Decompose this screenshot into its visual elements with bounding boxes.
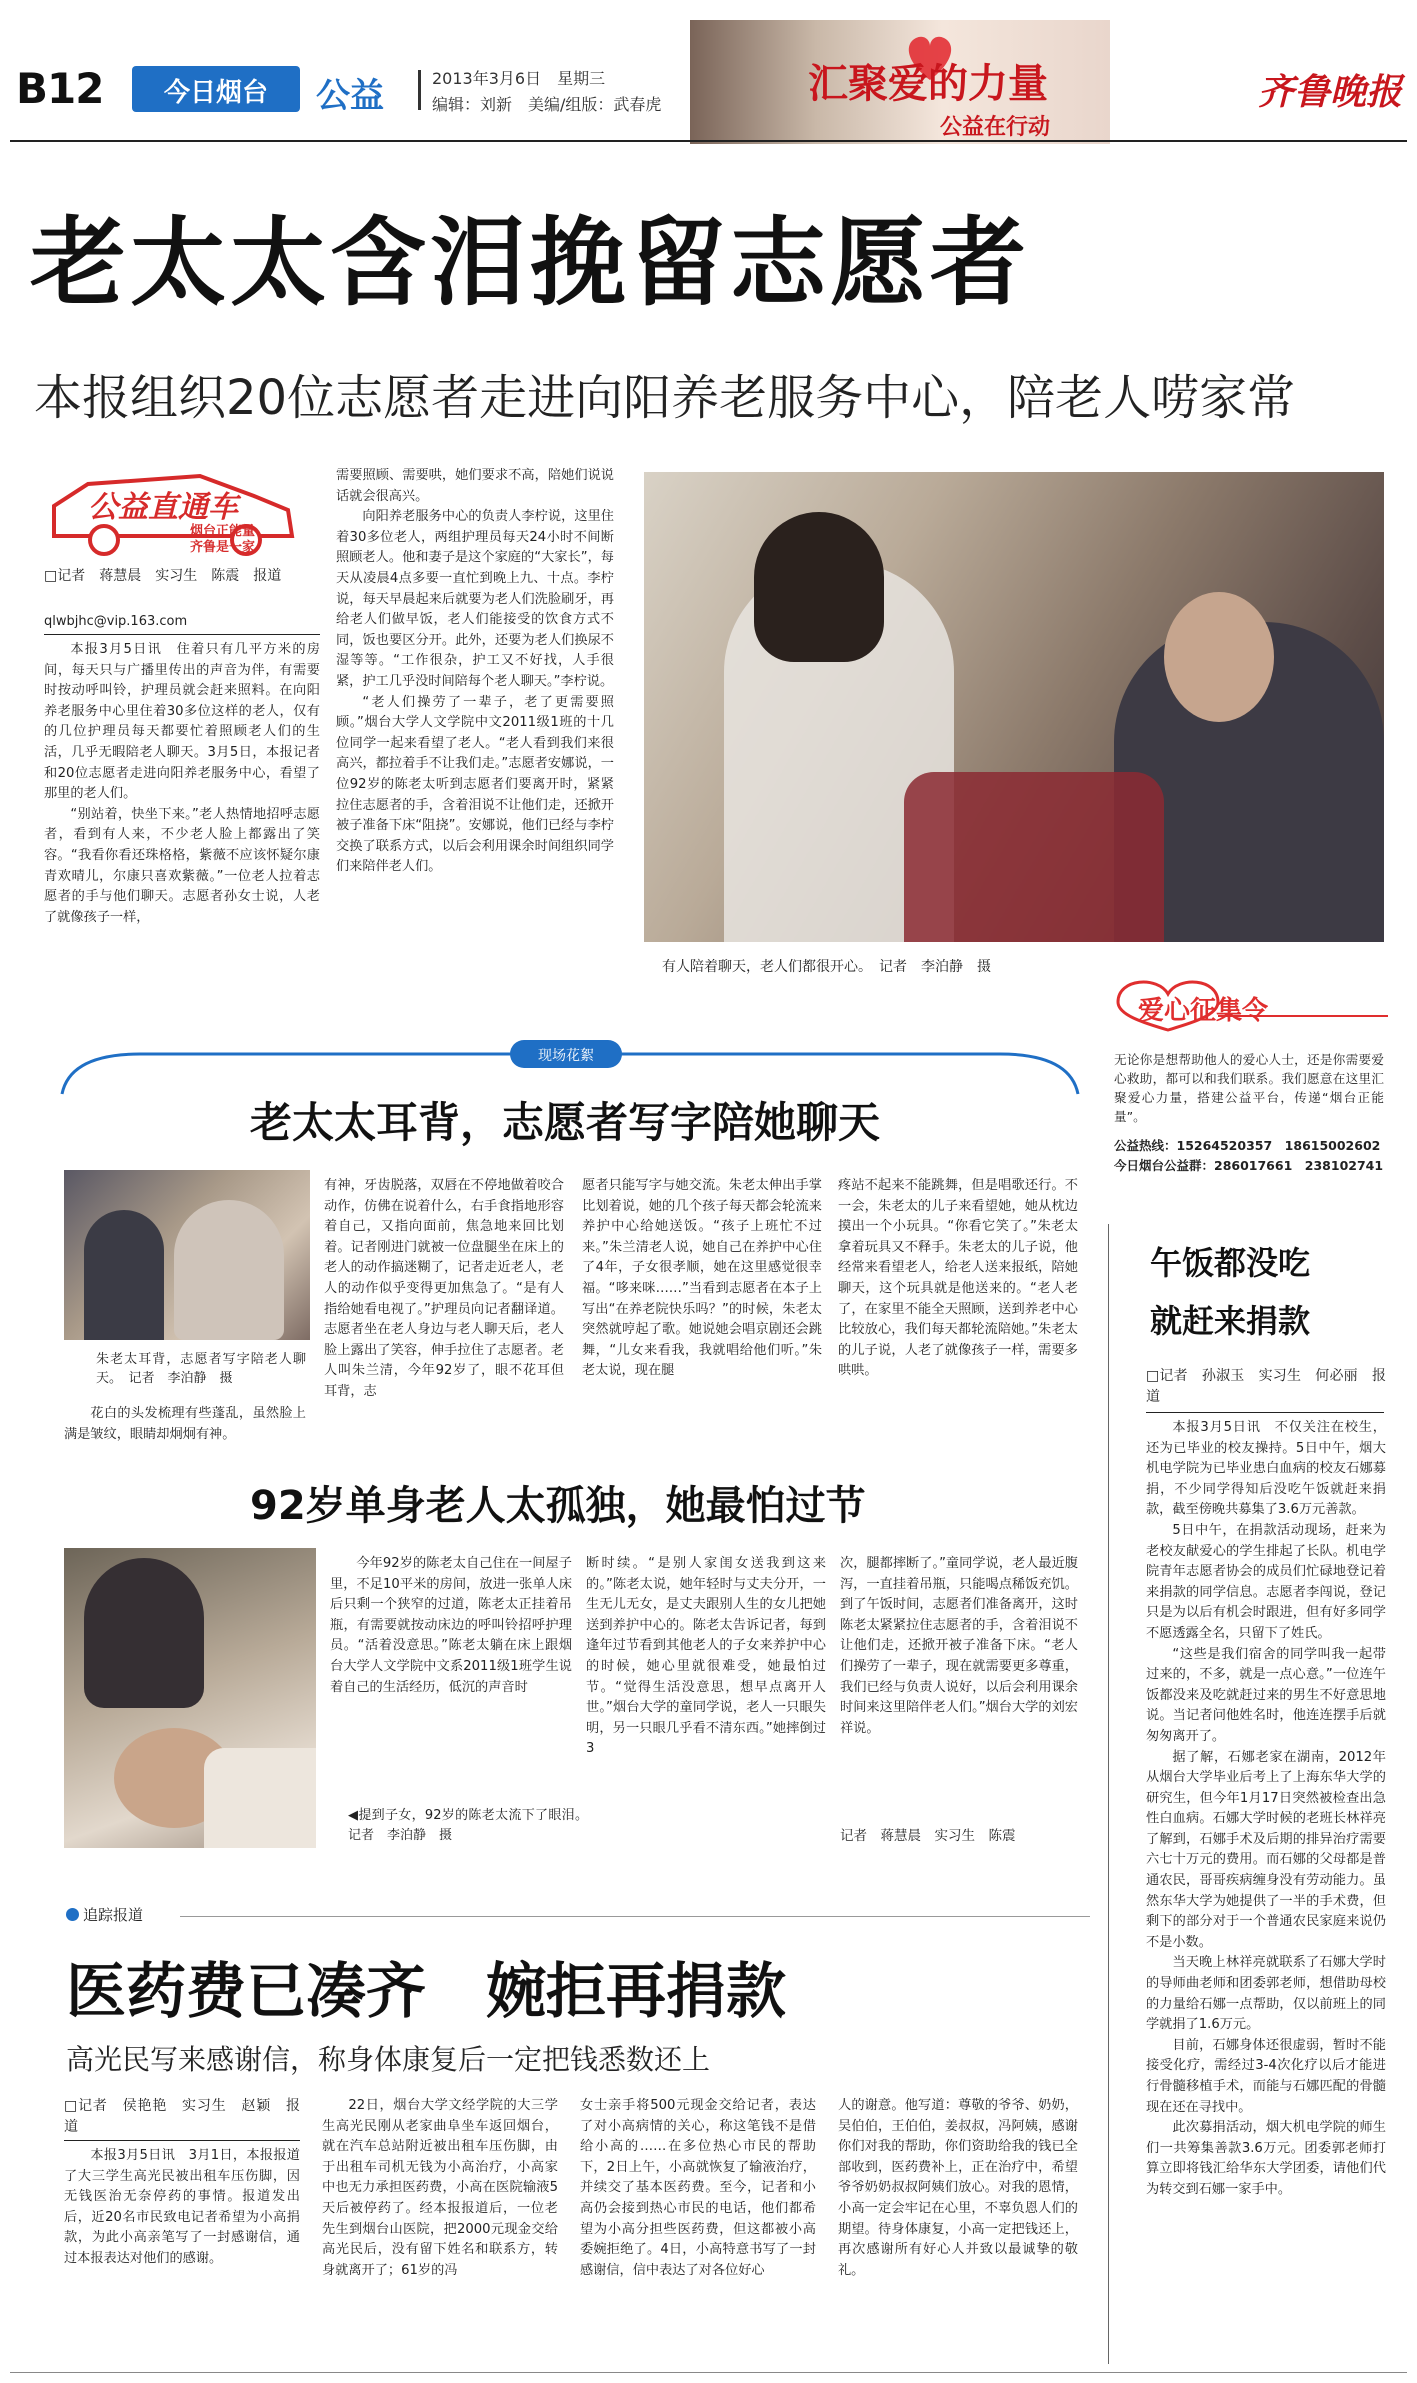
issue-date: 2013年3月6日 星期三: [432, 69, 606, 88]
love-callout-title: 爱心征集令: [1138, 996, 1269, 1026]
badge-line-1: 烟台正能量: [190, 524, 256, 539]
lunch-paragraph: “这些是我们宿舍的同学叫我一起带过来的，不多，就是一点心意。”一位连午饭都没来及吃就赶过来的男生不好意思地说。当记者问他姓名时，他连连摆手后就匆匆离开了。: [1146, 1646, 1386, 1744]
scene2-col-2: 断时续。“是别人家闺女送我到这来的。”陈老太说，她年轻时与丈夫分开，一生无儿无女，是丈夫跟别人生的女儿把她送到养护中心的。陈老太告诉记者，每到逢年过节看到其他老人的子女来养护中心的时候，她心里就很难受，她最怕过节。“觉得生活没意思，想早点离开人世。”烟台大学的童同学说，老人一只眼失明，另一只眼几乎看不清东西。”她摔倒过3: [586, 1556, 826, 1757]
followup-byline: □记者 侯艳艳 实习生 赵颖 报道: [64, 2098, 300, 2135]
followup-tag-rule: [180, 1916, 1090, 1917]
lunch-byline: □记者 孙淑玉 实习生 何必丽 报道: [1146, 1368, 1386, 1405]
followup-byline-rule: [64, 2140, 300, 2141]
lead-byline-rule: [44, 634, 320, 635]
love-hotline: 公益热线：15264520357 18615002602: [1114, 1138, 1381, 1153]
lead-col-2: [336, 466, 614, 1000]
followup-paragraph: 22日，烟台大学文经学院的大三学生高光民刚从老家曲阜坐车返回烟台，就在汽车总站附近被出租车压伤脚，由于出租车司机无钱为小高治疗，小高家中也无力承担医药费，小高在医院输液5天后被停药了。经本报报道后，一位老先生到烟台山医院，把2000元现金交给高光民后，没有留下姓名和联系方，转身就离开了；61岁的冯: [322, 2098, 558, 2278]
photo-volunteer-hair: [754, 512, 884, 662]
lunch-paragraph: 目前，石娜身体还很虚弱，暂时不能接受化疗，需经过3-4次化疗以后才能进行骨髓移植手术，而能与石娜匹配的骨髓现在还在寻找中。: [1146, 2037, 1386, 2115]
editors-line: 编辑：刘新 美编/组版：武春虎: [432, 95, 662, 114]
scene1-volunteer-figure: [84, 1210, 164, 1340]
lead-paragraph: 向阳养老服务中心的负责人李柠说，这里住着30多位老人，两组护理员每天24小时不间断照顾老人。他和妻子是这个家庭的“大家长”，每天从凌晨4点多要一直忙到晚上九、十点。李柠说，每天早晨起来后就要为老人们洗脸刷牙，再给老人们做早饭，老人们能接受的饮食方式不同，饭也要区分开。此外，还要为老人们换尿不湿等等。“工作很杂，护工又不好找，人手很紧，护工几乎没时间陪每个老人聊天。”李柠说。: [336, 509, 614, 689]
lunch-paragraph: 据了解，石娜老家在湖南，2012年从烟台大学毕业后考上了上海东华大学的研究生，但今年1月17日突然被检查出急性白血病。石娜大学时候的老班长林祥亮了解到，石娜手术及后期的排异治疗需要六七十万元的费用。而石娜的父母都是普通农民，哥哥疾病缠身没有劳动能力。虽然东华大学为她提供了一半的手术费，但剩下的部分对于一个普通农民家庭来说仍不是小数。: [1146, 1749, 1386, 1950]
lead-photo: [644, 472, 1384, 942]
photo-elder-face: [1164, 592, 1274, 722]
love-qq-group: 今日烟台公益群：286017661 238102741: [1114, 1158, 1384, 1173]
banner-subtitle: 公益在行动: [940, 115, 1051, 140]
followup-col-4: 人的谢意。他写道：尊敬的爷爷、奶奶，吴伯伯，王伯伯，姜叔叔，冯阿姨，感谢你们对我的帮助，你们资助给我的钱已全部收到，医药费补上，正在治疗中，希望爷爷奶奶叔叔阿姨们放心。对我的恩情，小高一定会牢记在心里，不辜负恩人们的期望。待身体康复，小高一定把钱还上，再次感谢所有好心人并致以最诚挚的敬礼。: [838, 2098, 1078, 2278]
page-frame-bottom: [10, 2372, 1407, 2373]
banner-title: 汇聚爱的力量: [808, 60, 1048, 107]
lead-byline: □记者 蒋慧晨 实习生 陈震 报道: [44, 568, 282, 584]
lead-col-1: [44, 640, 320, 1000]
scene-paragraph: 今年92岁的陈老太自己住在一间屋子里，不足10平米的房间，放进一张单人床后只剩一个狭窄的过道，陈老太正挂着吊瓶，有需要就按动床边的呼叫铃招呼护理员。“活着没意思。”陈老太躺在床上跟烟台大学人文学院中文系2011级1班学生说着自己的生活经历，低沉的声音时: [330, 1556, 572, 1695]
scene-headline-1: 老太太耳背，志愿者写字陪她聊天: [250, 1098, 881, 1147]
scene-headline-2: 92岁单身老人太孤独，她最怕过节: [250, 1483, 866, 1529]
badge-title: 公益直通车: [88, 490, 238, 525]
scene-photo-1: [64, 1170, 310, 1340]
scene1-col-3: 愿者只能写字与她交流。朱老太伸出手掌比划着说，她的几个孩子每天都会轮流来养护中心给她送饭。“孩子上班忙不过来。”朱兰清老人说，她自己在养护中心住了4年，子女很孝顺，她在这里感觉很幸福。“哆来咪……”当看到志愿者在本子上写出“在养老院快乐吗？”的时候，朱老太突然就哼起了歌。她说她会唱京剧还会跳舞，“儿女来看我，我就唱给他们听。”朱老太说，现在腿: [582, 1178, 822, 1379]
scene-tag-label: 现场花絮: [538, 1048, 594, 1064]
love-callout-body: 无论你是想帮助他人的爱心人士，还是你需要爱心救助，都可以和我们联系。我们愿意在这里汇聚爱心力量，搭建公益平台，传递“烟台正能量”。: [1114, 1052, 1384, 1124]
lunch-byline-rule: [1146, 1412, 1384, 1413]
column-label: 公益: [316, 76, 384, 116]
section-label: 今日烟台: [163, 78, 268, 108]
lunch-headline-2: 就赶来捐款: [1150, 1302, 1311, 1340]
scene2-blanket: [204, 1748, 316, 1848]
followup-col-2: [322, 2096, 558, 2346]
scene1-col-4: 疼站不起来不能跳舞，但是唱歌还行。不一会，朱老太的儿子来看望她，她从枕边摸出一个小玩具。“你看它笑了。”朱老太拿着玩具又不释手。朱老太的儿子说，他经常来看望老人，给老人送来报纸，陪她聊天，这个玩具就是他送来的。“老人老了，在家里不能全天照顾，送到养老中心比较放心，我们每天都轮流陪她。”朱老太的儿子说，人老了就像孩子一样，需要多哄哄。: [838, 1178, 1078, 1379]
followup-tag: [66, 1904, 143, 1925]
lead-paragraph: “老人们操劳了一辈子，老了更需要照顾。”烟台大学人文学院中文2011级1班的十几位同学一起来看望了老人。“老人看到我们来很高兴，都拉着手不让我们走。”志愿者安娜说，一位92岁的陈老太听到志愿者们要离开时，紧紧拉住志愿者的手，含着泪说不让他们走，还掀开被子准备下床“阻挠”。安娜说，他们已经与李柠交换了联系方式，以后会利用课余时间组织同学们来陪伴老人们。: [336, 694, 614, 875]
lead-email[interactable]: qlwbjhc@vip.163.com: [44, 614, 188, 629]
scene-photo-2-caption: ◀提到子女，92岁的陈老太流下了眼泪。记者 李泊静 摄: [348, 1808, 588, 1843]
lead-headline: 老太太含泪挽留志愿者: [30, 207, 1030, 319]
lead-subhead: 本报组织20位志愿者走进向阳养老服务中心，陪老人唠家常: [34, 370, 1296, 426]
right-column-rule: [1108, 1224, 1109, 2364]
lunch-paragraph: 此次募捐活动，烟大机电学院的师生们一共筹集善款3.6万元。团委郭老师打算立即将钱汇给华东大学团委，请他们代为转交到石娜一家手中。: [1146, 2120, 1386, 2197]
charity-banner: [690, 20, 1110, 144]
header-divider: [418, 70, 421, 110]
scene2-col-1: [330, 1554, 572, 1794]
scene2-col-3: 次，腿都摔断了。”童同学说，老人最近腹泻，一直挂着吊瓶，只能喝点稀饭充饥。到了午饭时间，志愿者们准备离开，这时陈老太紧紧拉住志愿者的手，含着泪说不让他们走，还掀开被子准备下床。“老人们操劳了一辈子，现在就需要更多尊重，我们已经与负责人说好，以后会利用课余时间来这里陪伴老人们。”烟台大学的刘宏祥说。: [840, 1556, 1078, 1736]
header-rule: [10, 140, 1407, 142]
followup-tag-label: 追踪报道: [83, 1906, 144, 1924]
followup-col-3: 女士亲手将500元现金交给记者，表达了对小高病情的关心，称这笔钱不是借给小高的……在多位热心市民的帮助下，2日上午，小高就恢复了输液治疗，并续交了基本医药费。至今，记者和小高仍会接到热心市民的电话，他们都希望为小高分担些医药费，但这都被小高委婉拒绝了。4日，小高特意书写了一封感谢信，信中表达了对各位好心: [580, 2098, 816, 2278]
lead-paragraph: 本报3月5日讯 住着只有几平方米的房间，每天只与广播里传出的声音为伴，有需要时按动呼叫铃，护理员就会赶来照料。在向阳养老服务中心里住着30多位这样的老人，仅有的几位护理员每天都要忙着照顾老人们的生活，几乎无暇陪老人聊天。3月5日，本报记者和20位志愿者走进向阳养老服务中心，看望了那里的老人们。: [44, 642, 320, 802]
love-callout-box: [1098, 972, 1390, 1204]
followup-tag-icon: [66, 1908, 79, 1921]
newspaper-logo: 齐鲁晚报: [1258, 71, 1403, 113]
scene-paragraph: 花白的头发梳理有些蓬乱，虽然脸上满是皱纹，眼睛却炯炯有神。: [64, 1406, 306, 1442]
public-welfare-badge: [40, 462, 305, 562]
followup-headline: 医药费已凑齐 婉拒再捐款: [66, 1957, 786, 2027]
followup-paragraph: 本报3月5日讯 3月1日，本报报道了大三学生高光民被出租车压伤脚，因无钱医治无奈停药的事情。报道发出后，近20名市民致电记者希望为小高捐款，为此小高亲笔写了一封感谢信，通过本报表达对他们的感谢。: [64, 2148, 300, 2266]
scene2-byline: 记者 蒋慧晨 实习生 陈震: [840, 1828, 1016, 1844]
lead-paragraph: “别站着，快坐下来。”老人热情地招呼志愿者，看到有人来，不少老人脸上都露出了笑容。“我看你看还珠格格，紫薇不应该怀疑尔康青欢晴儿，尔康只喜欢紫薇。”一位老人拉着志愿者的手与他们聊天。志愿者孙女士说，人老了就像孩子一样，: [44, 806, 320, 925]
lunch-paragraph: 5日中午，在捐款活动现场，赶来为老校友献爱心的学生排起了长队。机电学院青年志愿者协会的成员们忙碌地登记着来捐款的同学信息。志愿者李闯说，登记只是为以后有机会时跟进，但有好多同学不愿透露全名，只留下了姓氏。: [1146, 1522, 1386, 1641]
lunch-paragraph: 本报3月5日讯 不仅关注在校生，还为已毕业的校友操持。5日中午，烟大机电学院为已毕业患白血病的校友石娜募捐，不少同学得知后没吃午饭就赶来捐款，截至傍晚共募集了3.6万元善款。: [1146, 1420, 1386, 1518]
page-header: [0, 0, 1417, 150]
scene2-student-figure: [84, 1558, 204, 1708]
scene-photo-1-caption: 朱老太耳背，志愿者写字陪老人聊天。 记者 李泊静 摄: [96, 1352, 306, 1386]
scene1-col-2: 有神，牙齿脱落，双唇在不停地做着咬合动作，仿佛在说着什么，右手食指地形容着自己，又指向面前，焦急地来回比划着。记者刚进门就被一位盘腿坐在床上的老人的动作搞迷糊了，记者走近老人，老人的动作似乎变得更加焦急了。“是有人指给她看电视了。”护理员向记者翻译道。志愿者坐在老人身边与老人聊天后，老人脸上露出了笑容，伸手拉住了志愿者。老人叫朱兰清，今年92岁了，眼不花耳但耳背，志: [324, 1178, 564, 1399]
lunch-body: [1146, 1418, 1386, 2368]
page-number: B12: [16, 64, 104, 113]
followup-subhead: 高光民写来感谢信，称身体康复后一定把钱悉数还上: [66, 2043, 711, 2076]
lead-paragraph: 需要照顾、需要哄，她们要求不高，陪她们说说话就会很高兴。: [336, 468, 614, 504]
followup-col-1: [64, 2146, 300, 2346]
scene-photo-2: [64, 1548, 316, 1848]
badge-line-2: 齐鲁是一家: [190, 540, 256, 555]
lead-photo-caption: 有人陪着聊天，老人们都很开心。 记者 李泊静 摄: [662, 959, 991, 975]
scene1-elder-figure: [174, 1200, 284, 1340]
photo-blanket: [904, 772, 1164, 942]
lunch-headline-1: 午饭都没吃: [1150, 1244, 1311, 1282]
lunch-paragraph: 当天晚上林祥亮就联系了石娜大学时的导师曲老师和团委郭老师，想借助母校的力量给石娜一点帮助，仅以前班上的同学就捐了1.6万元。: [1146, 1955, 1386, 2033]
scene1-col-1: [64, 1404, 306, 1448]
